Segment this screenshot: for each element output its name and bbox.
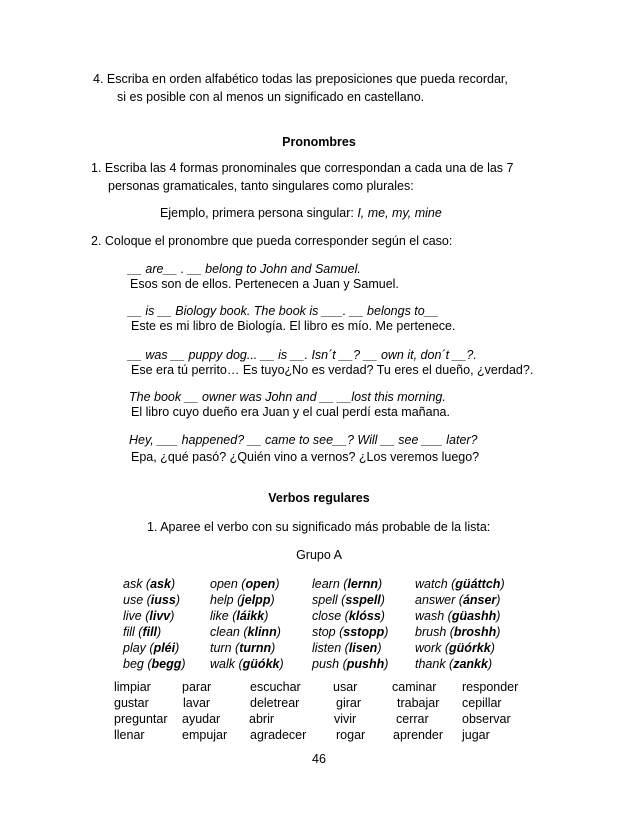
spanish-word: jugar (462, 728, 490, 742)
verb-entry (312, 641, 382, 655)
verb-english: live ( (123, 609, 150, 623)
verb-pronunciation: sspell (345, 593, 381, 607)
spanish-word: trabajar (397, 696, 440, 710)
verb-entry (415, 577, 505, 591)
verb-close-paren: ) (175, 593, 180, 607)
verb-english: open ( (210, 577, 246, 591)
item4-line1: 4. Escriba en orden alfabético todas las preposiciones que pueda recordar, (93, 72, 508, 86)
verb-close-paren: ) (380, 593, 385, 607)
verb-pronunciation: ask (150, 577, 171, 591)
verb-close-paren: ) (276, 625, 281, 639)
verb-pronunciation: güórkk (449, 641, 491, 655)
section-title-verbos: Verbos regulares (268, 491, 370, 505)
verb-english: work ( (415, 641, 450, 655)
verb-entry (312, 609, 385, 623)
pair-en: __ is __ Biology book. The book is ___. __ belongs to__ (128, 304, 439, 318)
verb-close-paren: ) (496, 625, 501, 639)
verb-close-paren: ) (487, 657, 493, 671)
pronombres-example (160, 206, 442, 220)
verb-pronunciation: zankk (453, 657, 488, 671)
verb-pronunciation: klinn (247, 625, 277, 639)
verb-close-paren: ) (170, 577, 176, 591)
verb-english: watch ( (415, 577, 456, 591)
spanish-word: preguntar (114, 712, 168, 726)
example-value: I, me, my, mine (357, 206, 442, 220)
verb-pronunciation: broshh (453, 625, 497, 639)
verb-close-paren: ) (384, 657, 389, 671)
verb-english: use ( (123, 593, 151, 607)
verb-close-paren: ) (496, 593, 501, 607)
spanish-word: rogar (336, 728, 366, 742)
verb-entry (415, 641, 495, 655)
verb-entry (415, 593, 500, 607)
pair-es: Ese era tú perrito… Es tuyo¿No es verdad? Tu eres el dueño, ¿verdad?. (131, 363, 534, 377)
verb-pronunciation: livv (149, 609, 171, 623)
spanish-word: parar (182, 680, 212, 694)
spanish-word: lavar (183, 696, 211, 710)
verb-english: spell ( (312, 593, 346, 607)
verb-close-paren: ) (170, 609, 175, 623)
verb-entry (123, 609, 174, 623)
verb-close-paren: ) (377, 641, 382, 655)
pronombres-q2: 2. Coloque el pronombre que pueda corresponder según el caso: (91, 234, 453, 248)
verb-english: play ( (123, 641, 154, 655)
verb-entry (415, 657, 492, 671)
spanish-word: vivir (334, 712, 357, 726)
spanish-word: empujar (182, 728, 228, 742)
verb-pronunciation: ánser (462, 593, 497, 607)
verb-entry (123, 593, 180, 607)
pair-en: __ are__ . __ belong to John and Samuel. (128, 262, 361, 276)
verb-entry (123, 577, 175, 591)
group-label: Grupo A (296, 548, 342, 562)
verb-pronunciation: turnn (239, 641, 272, 655)
verb-entry (415, 625, 500, 639)
spanish-word: caminar (392, 680, 437, 694)
item4-line2: si es posible con al menos un significado en castellano. (117, 90, 425, 104)
verb-close-paren: ) (384, 625, 389, 639)
verb-pronunciation: láikk (236, 609, 265, 623)
verb-entry (210, 609, 268, 623)
verb-close-paren: ) (157, 625, 162, 639)
verbos-instruction: 1. Aparee el verbo con su significado más probable de la lista: (147, 520, 491, 534)
spanish-word: cerrar (396, 712, 429, 726)
pair-es: Epa, ¿qué pasó? ¿Quién vino a vernos? ¿Los veremos luego? (131, 450, 480, 464)
verb-close-paren: ) (264, 609, 269, 623)
verb-pronunciation: pushh (346, 657, 385, 671)
verb-entry (210, 593, 275, 607)
verb-english: help ( (210, 593, 242, 607)
spanish-word: agradecer (250, 728, 307, 742)
section-title-pronombres: Pronombres (282, 135, 356, 149)
spanish-word: aprender (393, 728, 444, 742)
spanish-word: abrir (249, 712, 275, 726)
verb-pronunciation: pléi (153, 641, 176, 655)
verb-close-paren: ) (175, 641, 180, 655)
verb-pronunciation: güashh (451, 609, 497, 623)
verb-english: clean ( (210, 625, 248, 639)
spanish-word: cepillar (462, 696, 502, 710)
verb-pronunciation: open (245, 577, 276, 591)
spanish-word: deletrear (250, 696, 300, 710)
verb-pronunciation: klóss (348, 609, 381, 623)
spanish-word: responder (462, 680, 519, 694)
spanish-word: ayudar (182, 712, 221, 726)
pair-es: El libro cuyo dueño era Juan y el cual perdí esta mañana. (131, 405, 450, 419)
verb-english: close ( (312, 609, 349, 623)
spanish-word: escuchar (250, 680, 301, 694)
verb-close-paren: ) (378, 577, 383, 591)
verb-entry (312, 625, 388, 639)
verb-close-paren: ) (279, 657, 284, 671)
verb-pronunciation: güókk (242, 657, 280, 671)
verb-entry (210, 577, 279, 591)
spanish-word: observar (462, 712, 511, 726)
verb-pronunciation: fill (142, 625, 158, 639)
verb-pronunciation: jelpp (241, 593, 271, 607)
verb-english: brush ( (415, 625, 454, 639)
verb-close-paren: ) (271, 641, 276, 655)
verb-entry (312, 657, 388, 671)
pair-es: Esos son de ellos. Pertenecen a Juan y Samuel. (130, 277, 399, 291)
verb-entry (123, 625, 161, 639)
pronombres-q1-line2: personas gramaticales, tanto singulares como plurales: (108, 179, 414, 193)
verb-entry (210, 657, 284, 671)
verb-entry (312, 593, 385, 607)
verb-english: beg ( (123, 657, 152, 671)
verb-entry (210, 641, 275, 655)
verb-close-paren: ) (275, 577, 280, 591)
verb-english: thank ( (415, 657, 454, 671)
spanish-word: gustar (114, 696, 149, 710)
verb-english: ask ( (123, 577, 151, 591)
verb-english: turn ( (210, 641, 240, 655)
pair-en: Hey, ___ happened? __ came to see__? Will __ see ___ later? (129, 433, 478, 447)
pair-en: __ was __ puppy dog... __ is __. Isn´t __? __ own it, don´t __?. (128, 348, 477, 362)
verb-english: like ( (210, 609, 237, 623)
verb-entry (210, 625, 281, 639)
pair-en: The book __ owner was John and __ __lost this morning. (129, 390, 446, 404)
spanish-word: usar (333, 680, 358, 694)
verb-english: stop ( (312, 625, 344, 639)
verb-close-paren: ) (500, 577, 505, 591)
verb-pronunciation: güáttch (455, 577, 501, 591)
page-number: 46 (312, 752, 326, 766)
verb-pronunciation: begg (151, 657, 182, 671)
verb-entry (123, 657, 186, 671)
spanish-word: limpiar (114, 680, 151, 694)
spanish-word: girar (336, 696, 362, 710)
pronombres-q1-line1: 1. Escriba las 4 formas pronominales que correspondan a cada una de las 7 (91, 161, 514, 175)
spanish-word: llenar (114, 728, 145, 742)
verb-english: listen ( (312, 641, 349, 655)
verb-english: walk ( (210, 657, 243, 671)
verb-pronunciation: sstopp (343, 625, 385, 639)
verb-english: wash ( (415, 609, 452, 623)
verb-english: fill ( (123, 625, 143, 639)
verb-close-paren: ) (496, 609, 501, 623)
verb-pronunciation: lisen (348, 641, 378, 655)
verb-pronunciation: lernn (347, 577, 378, 591)
pair-es: Este es mi libro de Biología. El libro es mío. Me pertenece. (131, 319, 456, 333)
verb-close-paren: ) (181, 657, 186, 671)
verb-close-paren: ) (270, 593, 275, 607)
verb-english: learn ( (312, 577, 348, 591)
example-prefix: Ejemplo, primera persona singular: (160, 206, 358, 220)
verb-pronunciation: iuss (150, 593, 176, 607)
verb-entry (123, 641, 179, 655)
verb-close-paren: ) (380, 609, 385, 623)
verb-entry (312, 577, 382, 591)
verb-close-paren: ) (490, 641, 495, 655)
verb-entry (415, 609, 500, 623)
verb-english: answer ( (415, 593, 463, 607)
verb-english: push ( (312, 657, 347, 671)
